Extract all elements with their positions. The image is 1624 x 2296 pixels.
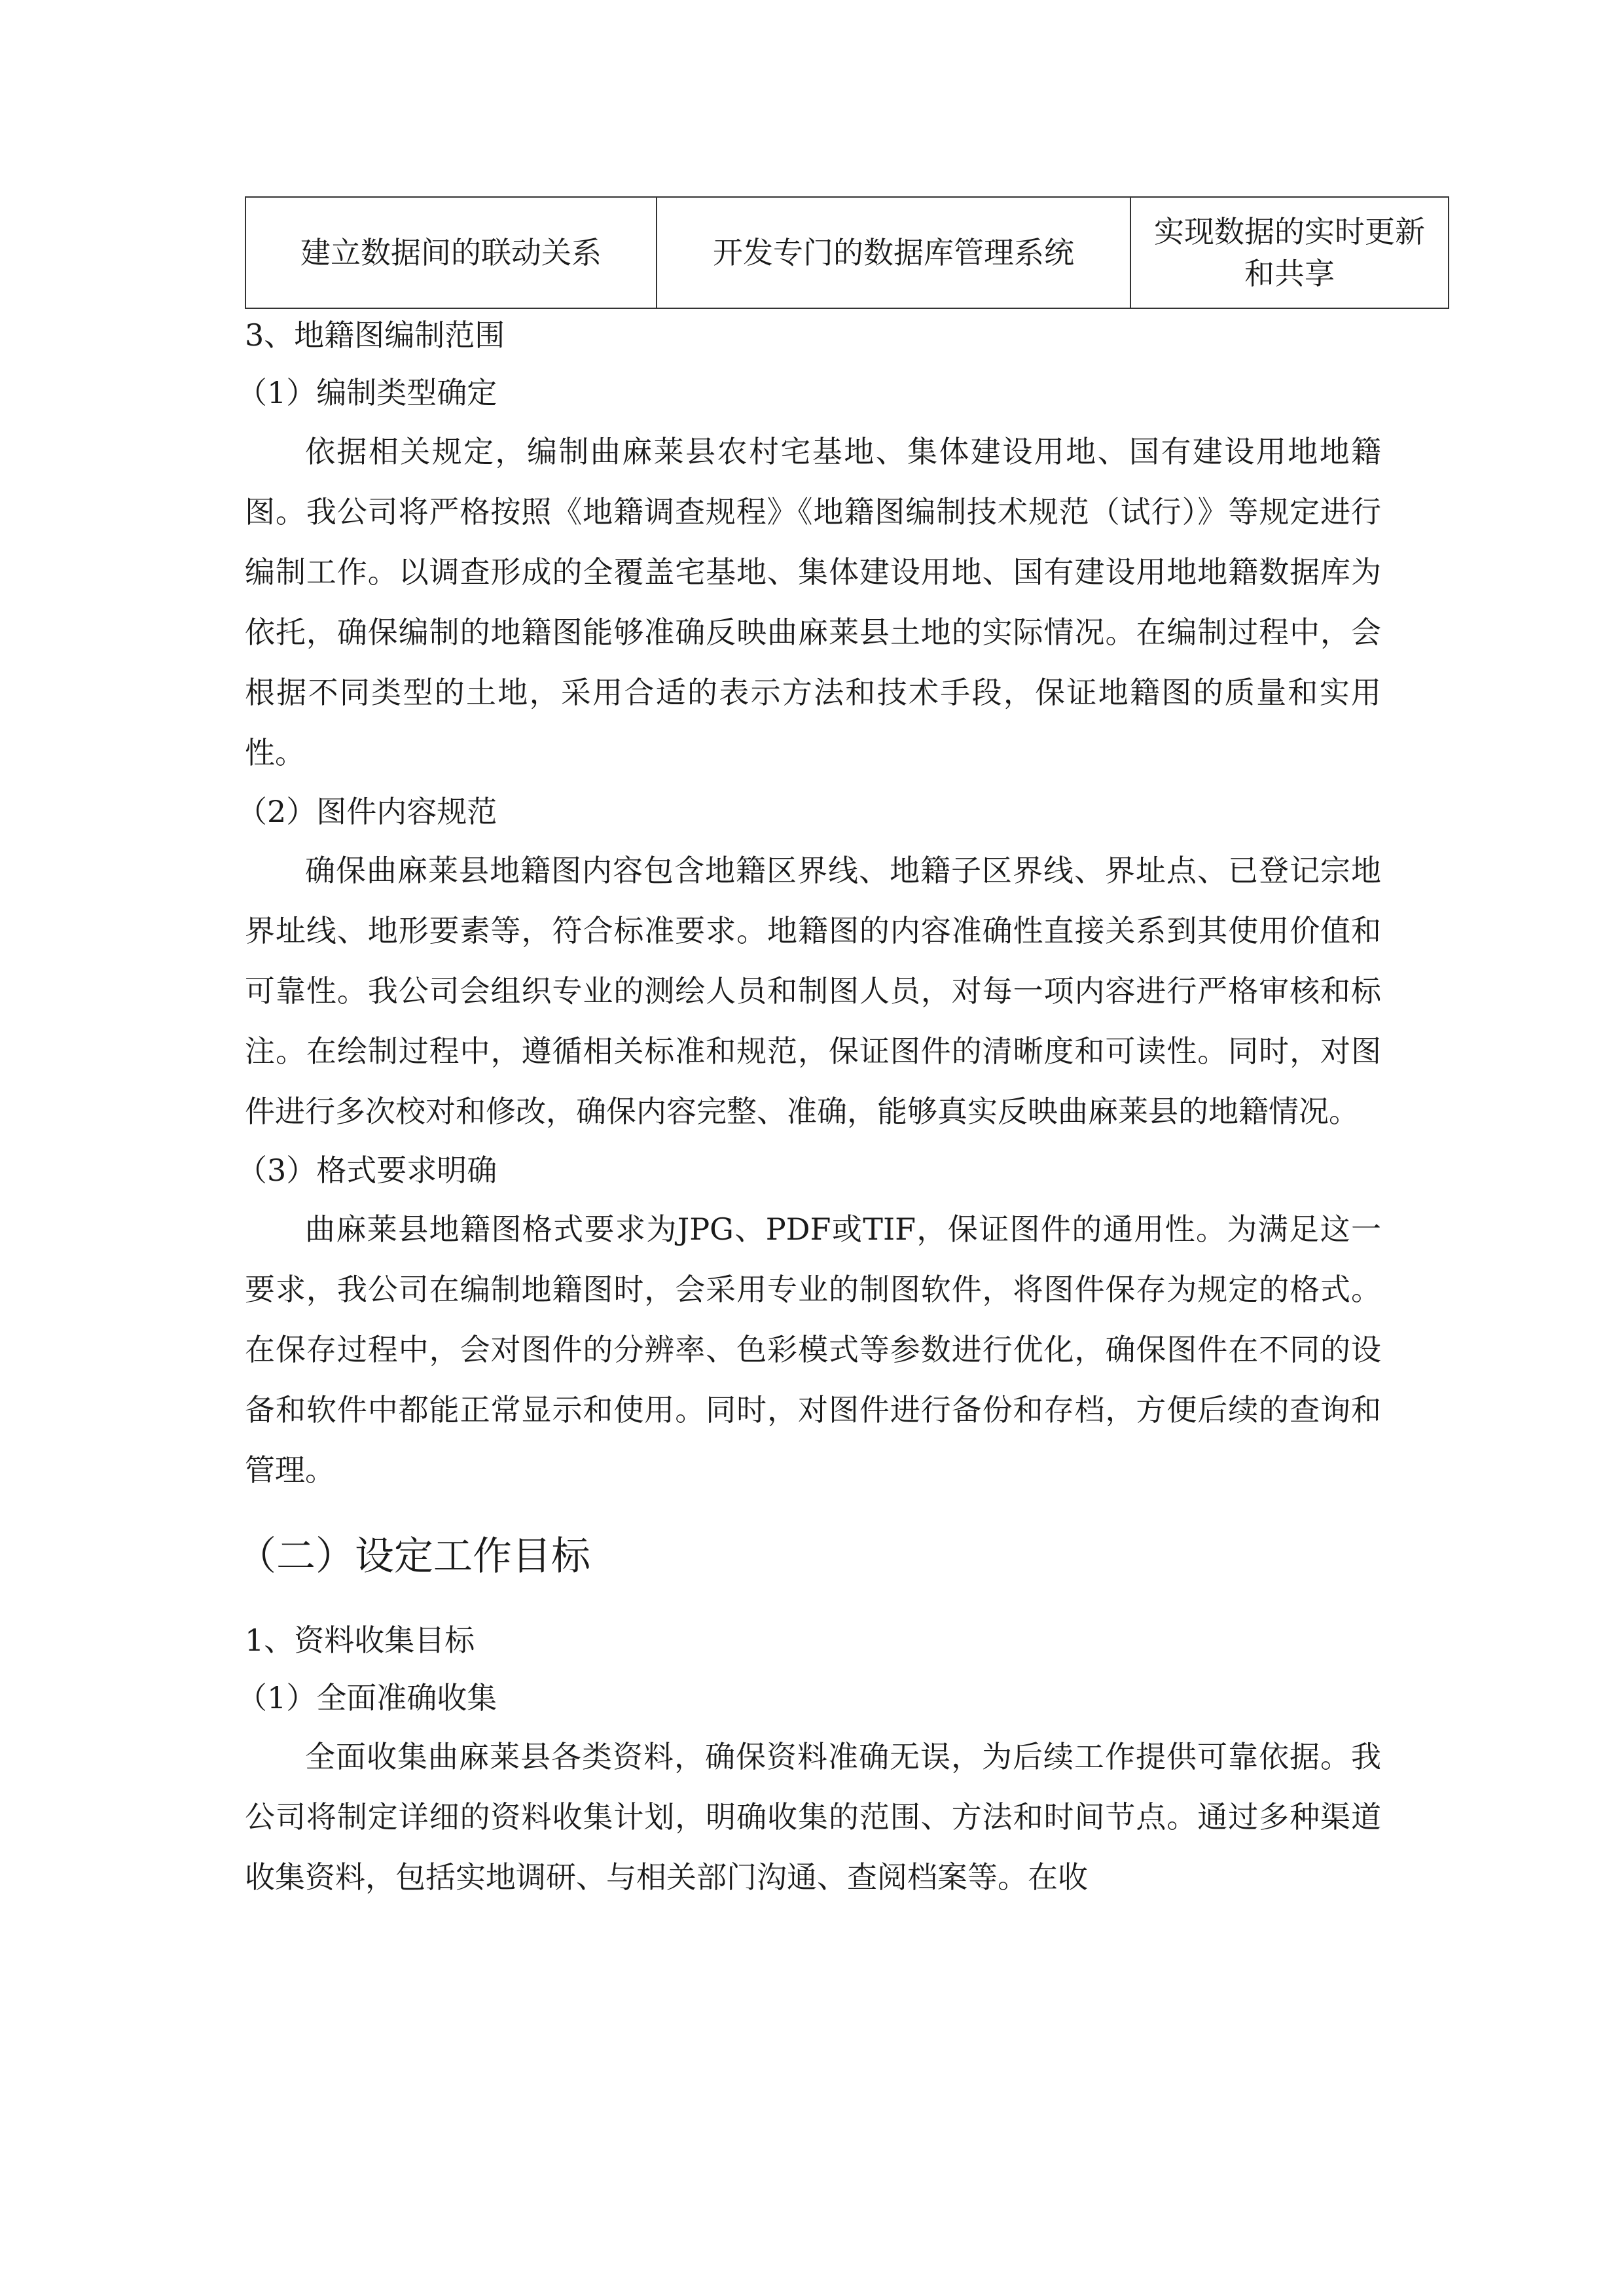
table [245, 196, 1449, 309]
table-cell: 实现数据的实时更新和共享 [1130, 197, 1449, 308]
table-row [245, 197, 1449, 308]
table-cell: 建立数据间的联动关系 [245, 197, 657, 308]
subsection-heading: （1）编制类型确定 [237, 375, 497, 410]
section-heading: 1、资料收集目标 [245, 1623, 475, 1658]
subsection-heading: （2）图件内容规范 [237, 794, 497, 829]
paragraph: 曲麻莱县地籍图格式要求为JPG、PDF或TIF，保证图件的通用性。为满足这一要求，我公司在编制地籍图时，会采用专业的制图软件，将图件保存为规定的格式。在保存过程中，会对图件的分辨率、色彩模式等参数进行优化，确保图件在不同的设备和软件中都能正常显示和使用。同时，对图件进行备份和存档，方便后续的查询和管理。 [245, 1211, 1381, 1488]
linkage-table [245, 196, 1425, 309]
paragraph: 全面收集曲麻莱县各类资料，确保资料准确无误，为后续工作提供可靠依据。我公司将制定详细的资料收集计划，明确收集的范围、方法和时间节点。通过多种渠道收集资料，包括实地调研、与相关部门沟通、查阅档案等。在收 [245, 1739, 1381, 1895]
chapter-heading: （二）设定工作目标 [237, 1534, 590, 1579]
paragraph: 依据相关规定，编制曲麻莱县农村宅基地、集体建设用地、国有建设用地地籍图。我公司将严格按照《地籍调查规程》《地籍图编制技术规范（试行）》等规定进行编制工作。以调查形成的全覆盖宅基地、集体建设用地、国有建设用地地籍数据库为依托，确保编制的地籍图能够准确反映曲麻莱县土地的实际情况。在编制过程中，会根据不同类型的土地，采用合适的表示方法和技术手段，保证地籍图的质量和实用性。 [245, 434, 1381, 770]
table-cell: 开发专门的数据库管理系统 [657, 197, 1130, 308]
document-body [237, 306, 1381, 1907]
paragraph: 确保曲麻莱县地籍图内容包含地籍区界线、地籍子区界线、界址点、已登记宗地界址线、地形要素等，符合标准要求。地籍图的内容准确性直接关系到其使用价值和可靠性。我公司会组织专业的测绘人员和制图人员，对每一项内容进行严格审核和标注。在绘制过程中，遵循相关标准和规范，保证图件的清晰度和可读性。同时，对图件进行多次校对和修改，确保内容完整、准确，能够真实反映曲麻莱县的地籍情况。 [245, 853, 1381, 1129]
subsection-heading: （3）格式要求明确 [237, 1153, 497, 1188]
subsection-heading: （1）全面准确收集 [237, 1680, 497, 1715]
section-heading: 3、地籍图编制范围 [245, 317, 505, 353]
